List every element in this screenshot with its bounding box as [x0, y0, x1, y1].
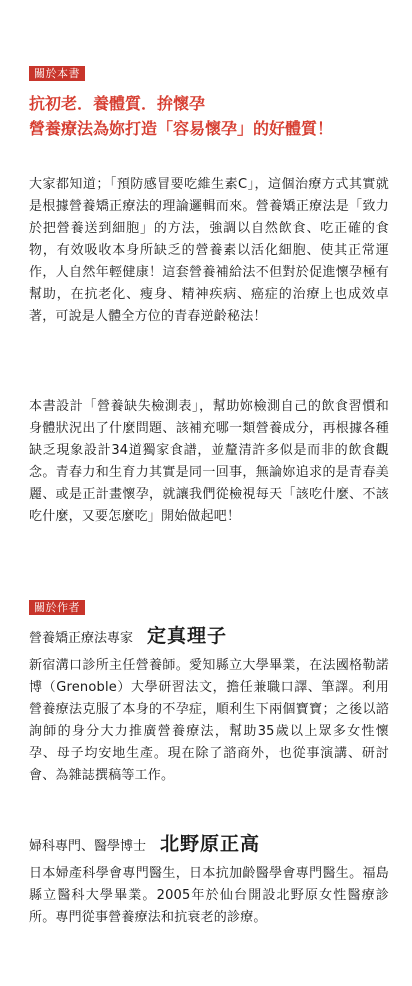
- author-1-title: 營養矯正療法專家: [29, 631, 134, 646]
- about-author-tag: 關於作者: [29, 600, 85, 615]
- author-2-name: 北野原正高: [160, 833, 261, 855]
- headline-line-1: 抗初老．養體質．拚懷孕: [29, 94, 206, 113]
- headline-line-2: 營養療法為妳打造「容易懷孕」的好體質！: [29, 119, 334, 138]
- author-1-name: 定真理子: [147, 625, 228, 647]
- book-design-paragraph: 本書設計「營養缺失檢測表」，幫助妳檢測自己的飲食習慣和身體狀況出了什麼問題、該補充哪一類營養成分，再根據各種缺乏現象設計34道獨家食譜，並釐清許多似是而非的飲食觀念。青春力和生育力其實是同一回事，無論妳追求的是青春美麗、或是正計畫懷孕，就讓我們從檢視每天「該吃什麼、不該吃什麼，又要怎麼吃」開始做起吧！: [29, 399, 389, 524]
- about-book-tag: 關於本書: [29, 66, 85, 81]
- author-1-bio: 新宿溝口診所主任營養師。愛知縣立大學畢業，在法國格勒諾博（Grenoble）大學研習法文，擔任兼職口譯、筆譯。利用營養療法克服了本身的不孕症，順利生下兩個寶寶；之後以諮詢師的身分大力推廣營養療法，幫助35歲以上眾多女性懷孕、母子均安地生產。現在除了諮商外，也從事演講、研討會、為雜誌撰稿等工作。: [29, 658, 389, 783]
- author-2-bio: 日本婦產科學會專門醫生，日本抗加齡醫學會專門醫生。福島縣立醫科大學畢業。2005年於仙台開設北野原女性醫療診所。專門從事營養療法和抗衰老的診療。: [29, 866, 389, 925]
- author-1-heading: [29, 624, 227, 651]
- author-2-heading: [29, 832, 260, 859]
- book-intro-paragraph: 大家都知道；「預防感冒要吃維生素C」，這個治療方式其實就是根據營養矯正療法的理論邏輯而來。營養矯正療法是「致力於把營養送到細胞」的方法，強調以自然飲食、吃正確的食物，有效吸收本身所缺乏的營養素以活化細胞、使其正常運作，人自然年輕健康！這套營養補給法不但對於促進懷孕極有幫助，在抗老化、瘦身、精神疾病、癌症的治療上也成效卓著，可說是人體全方位的青春逆齡秘法！: [29, 177, 389, 324]
- author-2-title: 婦科專門、醫學博士: [29, 839, 147, 854]
